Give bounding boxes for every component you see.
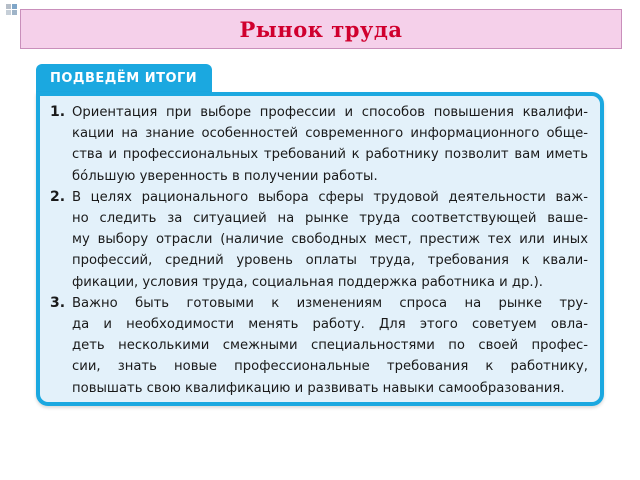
text-line: фикации, условия труда, социальная поддержка работника и др.). bbox=[72, 274, 543, 290]
item-number: 1. bbox=[50, 104, 66, 120]
summary-list bbox=[50, 102, 588, 399]
summary-item bbox=[50, 293, 588, 399]
corner-square bbox=[12, 10, 17, 15]
text-line: сии, знать новые профессиональные требования к работнику, bbox=[72, 359, 588, 375]
item-text bbox=[72, 187, 588, 293]
text-line: да и необходимости менять работу. Для этого советуем овла- bbox=[72, 317, 588, 333]
text-line: Важно быть готовыми к изменениям спроса на рынке тру- bbox=[72, 295, 588, 311]
slide-title: Рынок труда bbox=[239, 16, 403, 42]
text-line: кации на знание особенностей современного информационного обще- bbox=[72, 126, 588, 142]
corner-decoration bbox=[6, 4, 18, 16]
text-line: му выбору отрасли (наличие свободных мест, престиж тех или иных bbox=[72, 232, 588, 248]
text-line: но следить за ситуацией на рынке труда соответствующей ваше- bbox=[72, 211, 588, 227]
text-line: деть несколькими смежными специальностями по своей профес- bbox=[72, 338, 588, 354]
corner-square bbox=[6, 10, 11, 15]
item-text bbox=[72, 293, 588, 399]
text-line: В целях рационального выбора сферы трудовой деятельности важ- bbox=[72, 189, 588, 205]
corner-square bbox=[6, 4, 11, 9]
text-line: Ориентация при выборе профессии и способов повышения квалифи- bbox=[72, 105, 588, 120]
text-line: повышать свою квалификацию и развивать навыки самообразования. bbox=[72, 380, 565, 396]
summary-tab: ПОДВЕДЁМ ИТОГИ bbox=[36, 64, 212, 96]
summary-box bbox=[36, 92, 604, 406]
text-line: бóльшую уверенность в получении работы. bbox=[72, 168, 378, 184]
item-number: 2. bbox=[50, 188, 66, 205]
text-line: ства и профессиональных требований к работнику позволит вам иметь bbox=[72, 147, 588, 163]
text-line: профессий, средний уровень оплаты труда, требования к квали- bbox=[72, 253, 588, 269]
summary-item bbox=[50, 187, 588, 293]
item-number: 3. bbox=[50, 294, 66, 311]
summary-item bbox=[50, 102, 588, 187]
corner-square bbox=[12, 4, 17, 9]
item-text bbox=[72, 102, 588, 187]
title-band bbox=[20, 9, 622, 49]
